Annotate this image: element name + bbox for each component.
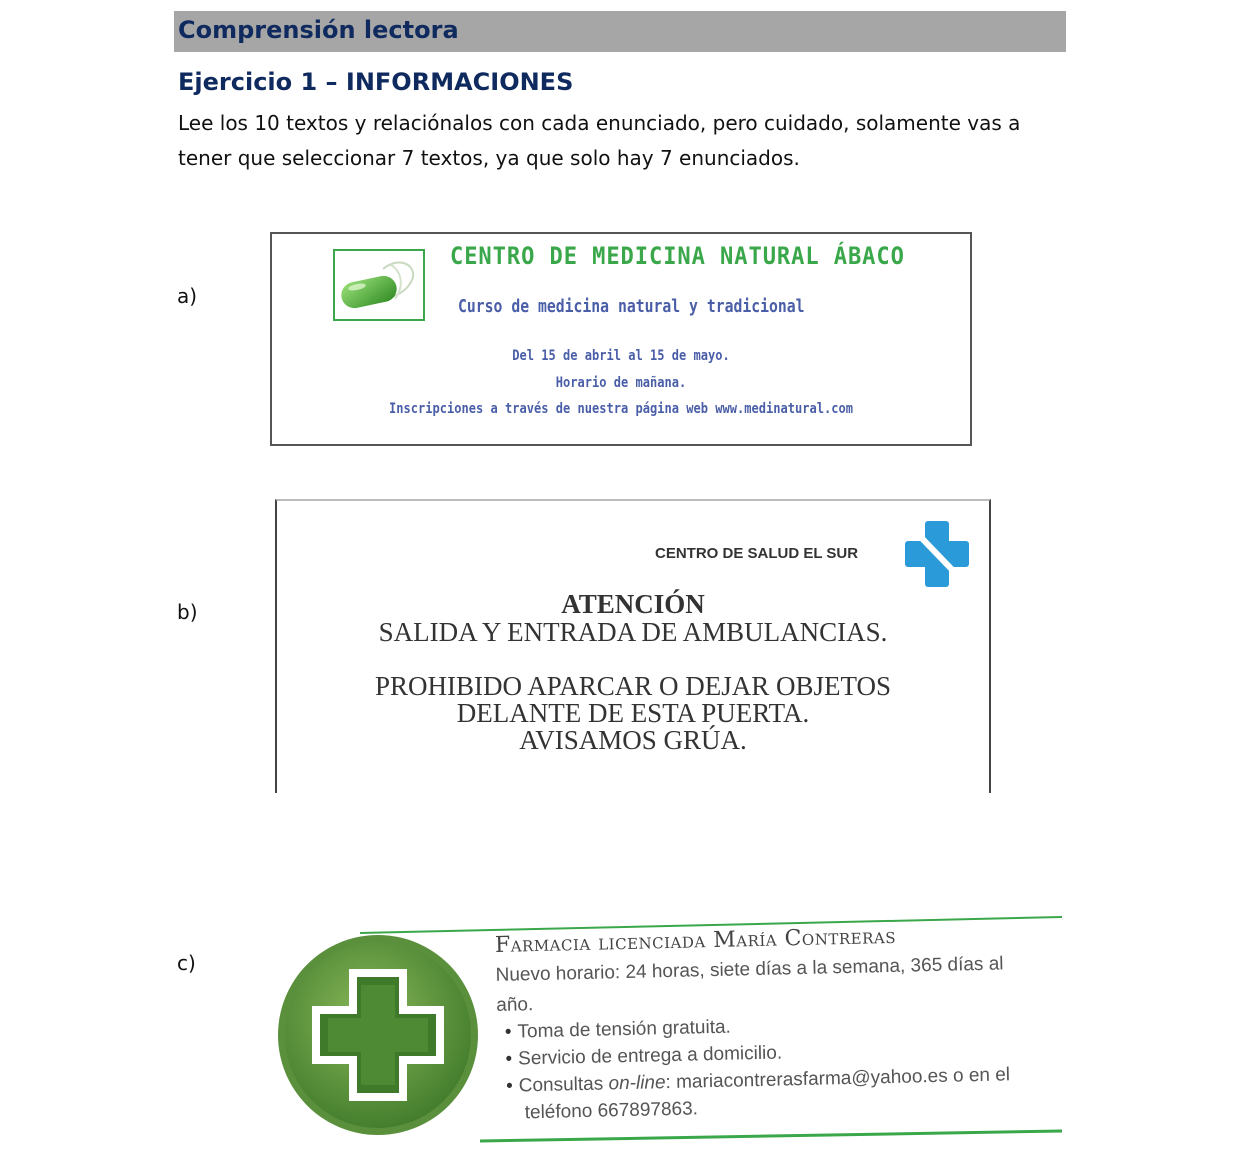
card-a-subtitle: Curso de medicina natural y tradicional <box>458 296 805 317</box>
section-header-bar <box>174 11 1066 52</box>
exercise-title: Ejercicio 1 – INFORMACIONES <box>178 68 574 96</box>
card-a-schedule: Horario de mañana. <box>555 375 687 391</box>
card-a-medicina-natural <box>270 232 972 446</box>
card-c-hours-cont: año. <box>496 994 534 1016</box>
card-b-prohibited: PROHIBIDO APARCAR O DEJAR OBJETOS <box>374 671 892 701</box>
card-b-door: DELANTE DE ESTA PUERTA. <box>456 698 810 728</box>
card-c-content <box>492 892 1067 1145</box>
exercise-instructions: Lee los 10 textos y relaciónalos con cada enunciado, pero cuidado, solamente vas a tener que seleccionar 7 textos, ya que solo hay 7 enunciados. <box>178 111 1021 170</box>
item-letter-a: a) <box>177 284 198 308</box>
section-title: Comprensión lectora <box>178 16 459 44</box>
card-b-attention: ATENCIÓN <box>561 589 705 619</box>
card-c-bullet: • Consultas on-line: mariacontrerasfarma@yahoo.es o en el <box>505 1064 1011 1097</box>
card-a-title: CENTRO DE MEDICINA NATURAL ÁBACO <box>450 242 905 270</box>
card-b-tow: AVISAMOS GRÚA. <box>519 725 747 755</box>
item-letter-b: b) <box>177 600 198 624</box>
card-c-bullet-prefix: Consultas <box>518 1073 609 1097</box>
card-b-header: CENTRO DE SALUD EL SUR <box>655 545 859 562</box>
card-a-dates: Del 15 de abril al 15 de mayo. <box>512 348 730 364</box>
card-c-hours: Nuevo horario: 24 horas, siete días a la semana, 365 días al <box>495 953 1004 986</box>
green-capsule-logo-icon <box>333 249 425 321</box>
card-c-phone: teléfono 667897863. <box>524 1098 699 1124</box>
card-c-title: Farmacia licenciada María Contreras <box>494 923 897 958</box>
card-c-bullet-italic: on-line <box>608 1072 666 1095</box>
green-cross-pharmacy-icon <box>276 933 480 1137</box>
item-letter-c: c) <box>177 951 196 975</box>
card-a-registration: Inscripciones a través de nuestra página web www.medinatural.com <box>389 401 853 417</box>
card-c-bullet-rest: : mariacontrerasfarma@yahoo.es o en el <box>665 1064 1011 1094</box>
card-c-bullet-text: Servicio de entrega a domicilio. <box>517 1042 783 1070</box>
card-c-farmacia <box>270 905 1070 1145</box>
blue-cross-icon <box>905 519 969 589</box>
card-b-centro-salud <box>275 499 991 793</box>
card-c-bullet: • Servicio de entrega a domicilio. <box>505 1042 783 1070</box>
card-b-ambulances: SALIDA Y ENTRADA DE AMBULANCIAS. <box>378 617 888 647</box>
card-c-bullet-text: Toma de tensión gratuita. <box>517 1016 732 1043</box>
card-c-bullet: • Toma de tensión gratuita. <box>504 1016 732 1043</box>
